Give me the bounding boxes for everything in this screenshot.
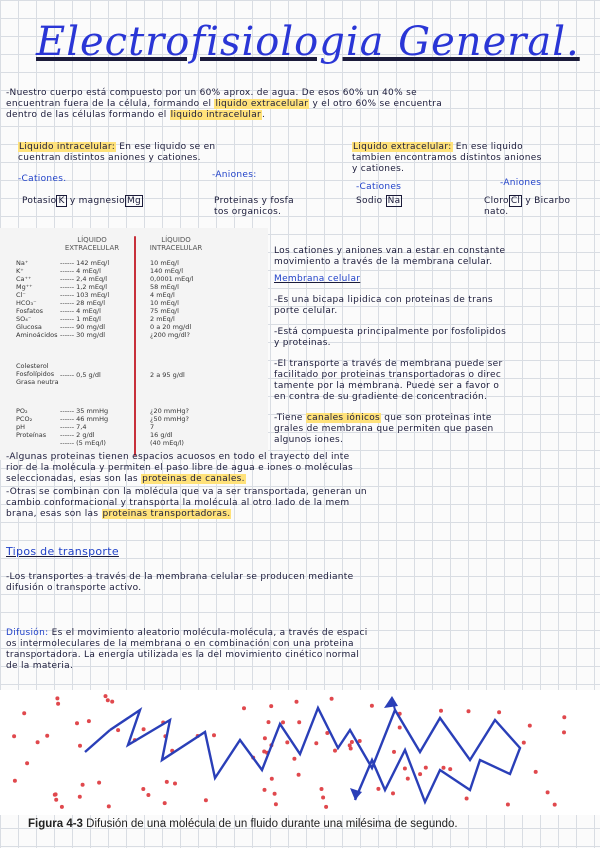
bullet-line: tamente por la membrana. Puede ser a favor o xyxy=(274,381,500,391)
molecule-dot xyxy=(546,790,550,794)
row-intracelular: 7 xyxy=(150,423,155,431)
row-extracelular: ------ 7,4 xyxy=(60,423,87,431)
text-line: cambio conformacional y transporta la molécula al otro lado de la mem xyxy=(6,498,350,508)
text-line: transportadora. La energía utilizada es la del movimiento cinético normal xyxy=(6,650,360,660)
extra-cationes-label: -Cationes xyxy=(356,182,402,192)
right-column xyxy=(274,246,596,446)
row-name: Ca⁺⁺ xyxy=(16,275,32,283)
right-text-line: movimiento a través de la membrana celular. xyxy=(274,257,493,267)
text-line: seleccionadas, esas son las xyxy=(6,474,138,484)
figure-label: Figura 4-3 xyxy=(28,818,83,830)
row-name: Mg⁺⁺ xyxy=(16,283,33,291)
diffusion-figure xyxy=(0,690,600,815)
molecule-dot xyxy=(53,793,57,797)
molecule-dot xyxy=(297,773,301,777)
potasio-label: Potasio xyxy=(22,196,57,206)
row-name: PO₂ xyxy=(16,407,28,415)
canales-ionicos-highlight: canales iónicos xyxy=(306,413,381,423)
molecule-dot xyxy=(522,741,526,745)
text-line: brana, esas son las xyxy=(6,509,99,519)
bicarbonato-label-cont: nato. xyxy=(484,207,509,217)
molecule-dot xyxy=(314,741,318,745)
row-extracelular: ------ 0,5 g/dl xyxy=(60,371,101,379)
extracelular-text: tambien encontramos distintos aniones xyxy=(352,153,542,163)
molecule-dot xyxy=(263,736,267,740)
row-name: PCO₂ xyxy=(16,415,33,423)
row-intracelular: 58 mEq/l xyxy=(150,283,179,291)
text-line: difusión o transporte activo. xyxy=(6,583,142,593)
molecule-dot xyxy=(330,697,334,701)
molecule-dot xyxy=(269,704,273,708)
row-extracelular: ------ 2 g/dl xyxy=(60,431,95,439)
highlight: liquido intracelular xyxy=(170,110,262,120)
molecule-dot xyxy=(142,727,146,731)
molecule-dot xyxy=(406,777,410,781)
figure-caption-text: Difusión de una molécula de un fluido durante una milésima de segundo. xyxy=(86,818,458,830)
highlight: liquido extracelular xyxy=(215,99,309,109)
molecule-dot xyxy=(442,766,446,770)
molecule-dot xyxy=(22,711,26,715)
text-line: -Los transportes a través de la membrana celular se producen mediante xyxy=(6,572,354,582)
molecule-dot xyxy=(562,730,566,734)
molecule-dot xyxy=(370,704,374,708)
extra-aniones-label: -Aniones xyxy=(500,178,542,188)
molecule-dot xyxy=(285,740,289,744)
molecule-dot xyxy=(262,750,266,754)
transportes-paragraph xyxy=(6,572,596,594)
bullet-line: porte celular. xyxy=(274,306,338,316)
extracelular-text: y cationes. xyxy=(352,164,405,174)
molecule-dot xyxy=(448,767,452,771)
molecule-dot xyxy=(55,696,59,700)
molecule-dot xyxy=(274,802,278,806)
molecule-dot xyxy=(273,792,277,796)
text-line: Es el movimiento aleatorio molécula-molécula, a través de espaci xyxy=(51,628,368,638)
molecule-dot xyxy=(267,720,271,724)
row-intracelular: 2 mEq/l xyxy=(150,315,175,323)
row-extracelular: ------ 142 mEq/l xyxy=(60,259,110,267)
row-extracelular: ------ 1 mEq/l xyxy=(60,315,101,323)
cloro-label: Cloro xyxy=(484,196,509,206)
row-extracelular: ------ 30 mg/dl xyxy=(60,331,106,339)
intracelular-section xyxy=(18,142,328,164)
row-intracelular: 10 mEq/l xyxy=(150,259,179,267)
molecule-dot xyxy=(349,747,353,751)
molecule-dot xyxy=(292,757,296,761)
row-extracelular: ------ (5 mEq/l) xyxy=(60,439,106,447)
intro-line: dentro de las células formando el liquido intracelular. xyxy=(6,110,266,120)
molecule-dot xyxy=(528,724,532,728)
bullet-line: grales de membrana que permiten que pasen xyxy=(274,424,494,434)
col-extracelular-header: LÍQUIDO EXTRACELULAR xyxy=(64,236,120,252)
molecule-dot xyxy=(173,782,177,786)
row-name: Cl⁻ xyxy=(16,291,26,299)
row-intracelular: 75 mEq/l xyxy=(150,307,179,315)
tipos-transporte-heading: Tipos de transporte xyxy=(6,545,119,558)
row-extracelular: ------ 35 mmHg xyxy=(60,407,109,415)
row-extracelular: ------ 4 mEq/l xyxy=(60,307,101,315)
molecule-dot xyxy=(107,804,111,808)
bullet-line: en contra de su gradiente de concentración. xyxy=(274,392,488,402)
molecule-dot xyxy=(391,791,395,795)
intro-line: encuentran fuera de la célula, formando el liquido extracelular y el otro 60% se encuentra xyxy=(6,99,443,109)
intra-cationes-items xyxy=(22,196,143,207)
row-name: Glucosa xyxy=(16,323,42,331)
lipid-name: Colesterol xyxy=(16,362,49,370)
extra-cationes-items xyxy=(356,196,402,207)
molecule-dot xyxy=(75,721,79,725)
molecule-dot xyxy=(506,803,510,807)
molecule-dot xyxy=(12,734,16,738)
table-row xyxy=(0,330,268,340)
molecule-dot xyxy=(116,728,120,732)
right-text-line: Los cationes y aniones van a estar en constante xyxy=(274,246,506,256)
molecule-dot xyxy=(562,715,566,719)
bullet-text: que son proteinas inte xyxy=(384,413,492,423)
magnesio-label: y magnesio xyxy=(69,196,125,206)
molecule-dot xyxy=(297,720,301,724)
row-name: Na⁺ xyxy=(16,259,29,267)
molecule-dot xyxy=(392,750,396,754)
lipid-name: Fosfolípidos xyxy=(16,370,55,378)
sodio-symbol: Na xyxy=(387,196,401,206)
bullet-line: -Está compuesta principalmente por fosfolipidos xyxy=(274,327,507,337)
row-intracelular: 140 mEq/l xyxy=(150,267,184,275)
row-extracelular: ------ 28 mEq/l xyxy=(60,299,106,307)
text-line: rior de la molécula y permiten el paso libre de agua e iones o moléculas xyxy=(6,463,354,473)
molecule-dot xyxy=(403,767,407,771)
row-intracelular: 10 mEq/l xyxy=(150,299,179,307)
row-extracelular: ------ 1,2 mEq/l xyxy=(60,283,108,291)
bullet-line: -Es una bicapa lipidica con proteinas de trans xyxy=(274,295,493,305)
difusion-label: Difusión: xyxy=(6,628,49,638)
proteinas-section xyxy=(6,452,596,520)
molecule-dot xyxy=(350,740,354,744)
bullet-line: y proteinas. xyxy=(274,338,331,348)
cloro-symbol: Cl xyxy=(510,196,521,206)
intro-paragraph xyxy=(6,88,596,121)
row-extracelular: ------ 103 mEq/l xyxy=(60,291,110,299)
bullet-text: -Tiene xyxy=(274,413,303,423)
molecule-dot xyxy=(78,744,82,748)
molecule-dot xyxy=(467,709,471,713)
molecule-dot xyxy=(439,709,443,713)
molecule-dot xyxy=(204,798,208,802)
text-line: -Algunas proteinas tienen espacios acuosos en todo el trayecto del inte xyxy=(6,452,350,462)
col-intracelular-header: LÍQUIDO INTRACELULAR xyxy=(149,236,203,252)
extracelular-text: En ese liquido xyxy=(455,142,523,152)
intracelular-text: cuentran distintos aniones y cationes. xyxy=(18,153,201,163)
figure-caption xyxy=(28,818,593,830)
membrana-heading: Membrana celular xyxy=(274,274,361,284)
lipid-name: Grasa neutra xyxy=(16,378,59,386)
row-intracelular: 16 g/dl xyxy=(150,431,173,439)
molecule-dot xyxy=(106,698,110,702)
intra-cationes-label: -Cationes. xyxy=(18,174,67,184)
difusion-paragraph xyxy=(6,628,596,672)
molecule-dot xyxy=(87,719,91,723)
text-line: de la materia. xyxy=(6,661,74,671)
page-title: Electrofisiologia General. xyxy=(36,19,580,65)
molecule-dot xyxy=(25,761,29,765)
molecule-dot xyxy=(281,720,285,724)
row-intracelular: 0,0001 mEq/l xyxy=(150,275,194,283)
magnesio-symbol: Mg xyxy=(126,196,142,206)
row-name: HCO₃⁻ xyxy=(16,299,37,307)
molecule-dot xyxy=(141,787,145,791)
molecule-dot xyxy=(60,805,64,809)
molecule-dot xyxy=(110,700,114,704)
text-line: os intermoleculares de la membrana o en combinación con una proteina xyxy=(6,639,354,649)
table-row xyxy=(0,438,268,448)
proteinas-transportadoras-highlight: proteinas transportadoras. xyxy=(102,509,231,519)
molecule-dot xyxy=(320,787,324,791)
row-name: Aminoácidos xyxy=(16,331,58,339)
ion-table-figure xyxy=(0,228,268,460)
row-intracelular: ¿20 mmHg? xyxy=(150,407,189,415)
aniones-line: Proteinas y fosfa xyxy=(214,196,294,206)
molecule-dot xyxy=(165,780,169,784)
molecule-dot xyxy=(333,749,337,753)
molecule-dot xyxy=(212,733,216,737)
molecule-dot xyxy=(13,779,17,783)
row-name: SO₄⁻ xyxy=(16,315,32,323)
row-name: K⁺ xyxy=(16,267,24,275)
extracelular-section xyxy=(352,142,598,175)
row-intracelular: 2 a 95 g/dl xyxy=(150,371,185,379)
molecule-dot xyxy=(56,702,60,706)
row-intracelular: 4 mEq/l xyxy=(150,291,175,299)
extra-aniones-items xyxy=(484,196,598,218)
molecule-dot xyxy=(97,781,101,785)
molecule-dot xyxy=(45,734,49,738)
proteinas-canales-highlight: proteinas de canales. xyxy=(142,474,245,484)
molecule-dot xyxy=(534,770,538,774)
intracelular-text: En ese liquido se en xyxy=(119,142,216,152)
row-intracelular: ¿50 mmHg? xyxy=(150,415,189,423)
row-extracelular: ------ 46 mmHg xyxy=(60,415,109,423)
intracelular-heading: Liquido intracelular: xyxy=(19,142,116,152)
bullet-line: algunos iones. xyxy=(274,435,344,445)
row-name: pH xyxy=(16,423,26,431)
bicarbonato-label: y Bicarbo xyxy=(525,196,571,206)
row-extracelular: ------ 2,4 mEq/l xyxy=(60,275,108,283)
intro-line: -Nuestro cuerpo está compuesto por un 60% aprox. de agua. De esos 60% un 40% se xyxy=(6,88,417,98)
row-intracelular: ¿200 mg/dl? xyxy=(150,331,190,339)
molecule-dot xyxy=(497,710,501,714)
molecule-dot xyxy=(295,700,299,704)
row-name: Fosfatos xyxy=(16,307,44,315)
molecule-dot xyxy=(424,766,428,770)
molecule-dot xyxy=(104,694,108,698)
molecule-dot xyxy=(465,797,469,801)
molecule-dot xyxy=(321,796,325,800)
molecule-dot xyxy=(263,788,267,792)
molecule-dot xyxy=(553,803,557,807)
table-row xyxy=(0,370,268,380)
row-extracelular: ------ 4 mEq/l xyxy=(60,267,101,275)
row-intracelular: 0 a 20 mg/dl xyxy=(150,323,192,331)
molecule-dot xyxy=(376,787,380,791)
molecule-dot xyxy=(270,777,274,781)
text-line: -Otras se combinan con la molécula que va a ser transportada, generan un xyxy=(6,487,367,497)
molecule-dot xyxy=(418,772,422,776)
row-extracelular: ------ 90 mg/dl xyxy=(60,323,106,331)
bullet-line: -El transporte a través de membrana puede ser xyxy=(274,359,503,369)
potasio-symbol: K xyxy=(58,196,65,206)
bullet-line: facilitado por proteinas transportadoras o direc xyxy=(274,370,502,380)
molecule-dot xyxy=(163,801,167,805)
intra-aniones-items xyxy=(214,196,334,218)
molecule-dot xyxy=(146,793,150,797)
row-intracelular: (40 mEq/l) xyxy=(150,439,184,447)
molecule-dot xyxy=(324,805,328,809)
molecule-dot xyxy=(36,740,40,744)
molecule-dot xyxy=(242,706,246,710)
molecule-dot xyxy=(398,726,402,730)
aniones-line: tos organicos. xyxy=(214,207,282,217)
molecule-dot xyxy=(54,798,58,802)
molecule-dot xyxy=(78,795,82,799)
sodio-label: Sodio xyxy=(356,196,383,206)
intra-aniones-label: -Aniones: xyxy=(212,170,257,180)
extracelular-heading: Liquido extracelular: xyxy=(353,142,452,152)
molecule-dot xyxy=(81,783,85,787)
row-name: Proteínas xyxy=(16,431,47,439)
